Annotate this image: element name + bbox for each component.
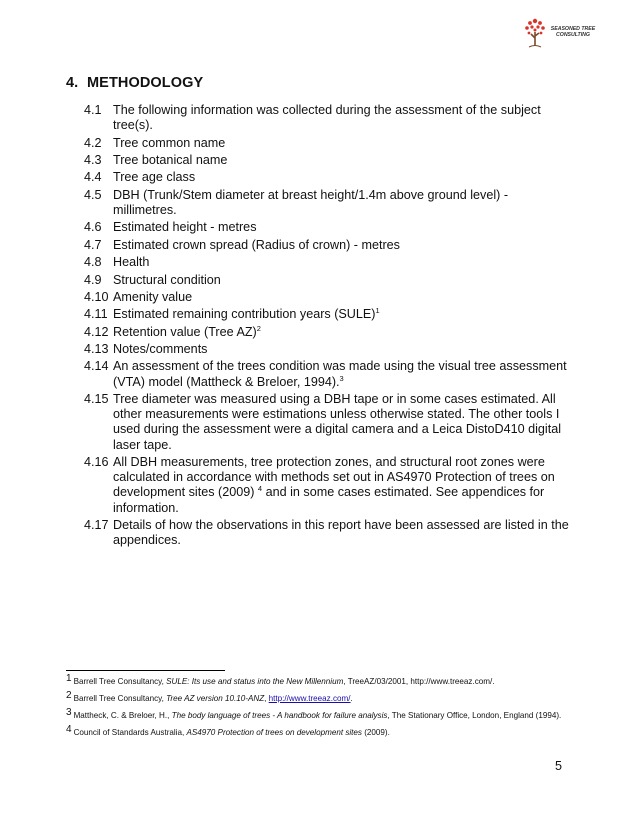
- list-item: [84, 342, 574, 357]
- logo-line-2: CONSULTING: [556, 32, 590, 38]
- footnote-mark: 3: [66, 707, 72, 718]
- item-text: An assessment of the trees condition was made using the visual tree assessment (VTA) model (Mattheck & Breloer, 1994).: [113, 359, 567, 389]
- item-number: 4.16: [84, 455, 109, 470]
- item-text: Tree diameter was measured using a DBH tape or in some cases estimated. All other measurements were estimations unless otherwise stated. The other tools I used during the assessment were a digital camera and a Leica DistoD410 digital laser tape.: [113, 392, 562, 452]
- page-number: 5: [555, 759, 563, 773]
- list-item: [84, 188, 574, 218]
- item-number: 4.1: [84, 103, 102, 117]
- list-item: [84, 359, 574, 389]
- item-number: 4.8: [84, 255, 102, 270]
- item-text: Health: [113, 255, 150, 270]
- section-title: METHODOLOGY: [87, 75, 204, 91]
- item-text: Details of how the observations in this report have been assessed are listed in the appendices.: [113, 518, 569, 548]
- item-text: Tree age class: [113, 170, 196, 185]
- list-item: [84, 238, 574, 253]
- item-number: 4.6: [84, 220, 102, 235]
- list-item: [84, 170, 574, 185]
- item-text: Retention value (Tree AZ): [113, 324, 257, 339]
- footnote-text: Barrell Tree Consultancy,: [73, 677, 167, 686]
- list-item: [84, 518, 574, 548]
- item-number: 4.5: [84, 187, 102, 202]
- list-item: [84, 392, 574, 453]
- footnote: [66, 690, 576, 704]
- item-number: 4.3: [84, 152, 102, 167]
- company-logo: [523, 16, 603, 50]
- item-text-continued: and in some cases estimated. See appendices for information.: [113, 485, 545, 515]
- item-number: 4.15: [84, 392, 109, 407]
- item-number: 4.14: [84, 359, 109, 374]
- item-number: 4.10: [84, 289, 109, 304]
- list-item: [84, 290, 574, 305]
- tree-logo-icon: [523, 16, 547, 50]
- footnote-mark: 2: [66, 690, 72, 701]
- footnote: [66, 724, 576, 738]
- footnote-text: Council of Standards Australia,: [73, 728, 187, 737]
- item-text: All DBH measurements, tree protection zones, and structural root zones were calculated in accordance with methods set out in AS4970 Protection of trees on development sites (2009): [113, 455, 555, 500]
- footnote-text: , TreeAZ/03/2001, http://www.treeaz.com/.: [343, 677, 495, 686]
- list-item: [84, 325, 574, 340]
- item-text: Estimated crown spread (Radius of crown) - metres: [113, 237, 400, 252]
- section-number: 4.: [66, 75, 79, 91]
- list-item: [84, 455, 574, 516]
- list-item: [84, 255, 574, 270]
- item-text: Tree common name: [113, 135, 226, 150]
- item-text: Structural condition: [113, 272, 221, 287]
- item-text: Tree botanical name: [113, 152, 228, 167]
- list-item: [84, 273, 574, 288]
- item-number: 4.12: [84, 324, 109, 339]
- footnote-text: .: [350, 694, 353, 703]
- list-item: [84, 136, 574, 151]
- footnote-title: AS4970 Protection of trees on development sites: [186, 728, 362, 737]
- footnote-title: SULE: Its use and status into the New Millennium: [166, 677, 344, 686]
- footnote-ref: 2: [256, 323, 261, 333]
- item-text: The following information was collected during the assessment of the subject tree(s).: [113, 103, 541, 133]
- item-text: Amenity value: [113, 289, 193, 304]
- footnote-mark: 1: [66, 673, 72, 684]
- footnote-divider: [66, 670, 225, 671]
- section-heading: [66, 75, 203, 91]
- footnote: [66, 673, 576, 687]
- item-number: 4.7: [84, 237, 102, 252]
- logo-line-1: SEASONED TREE: [550, 26, 596, 32]
- item-number: 4.2: [84, 135, 102, 150]
- item-number: 4.4: [84, 170, 102, 185]
- item-text: Estimated remaining contribution years (SULE): [113, 307, 376, 322]
- footnote-text: (2009).: [361, 728, 390, 737]
- list-item: [84, 307, 574, 322]
- logo-text: [545, 26, 601, 38]
- item-number: 4.9: [84, 272, 102, 287]
- list-item: [84, 153, 574, 168]
- footnote-ref: 1: [375, 306, 380, 316]
- methodology-list: [84, 103, 574, 551]
- list-item: [84, 220, 574, 235]
- item-number: 4.17: [84, 518, 109, 533]
- footnotes: [66, 673, 576, 744]
- footnote-text: , The Stationary Office, London, England (1994).: [387, 711, 562, 720]
- footnote-link[interactable]: http://www.treeaz.com/: [268, 694, 351, 703]
- list-item: [84, 103, 574, 133]
- footnote-mark: 4: [66, 724, 72, 735]
- item-number: 4.11: [84, 307, 108, 322]
- footnote-text: Barrell Tree Consultancy,: [73, 694, 167, 703]
- item-text: Estimated height - metres: [113, 220, 257, 235]
- footnote-title: The body language of trees - A handbook for failure analysis: [171, 711, 388, 720]
- footnote-text: Mattheck, C. & Breloer, H.,: [73, 711, 172, 720]
- item-text: Notes/comments: [113, 342, 208, 357]
- item-number: 4.13: [84, 342, 109, 357]
- footnote-text: ,: [264, 694, 269, 703]
- footnote: [66, 707, 576, 721]
- footnote-ref: 4: [257, 484, 263, 494]
- footnote-ref: 3: [339, 373, 344, 383]
- item-text: DBH (Trunk/Stem diameter at breast height/1.4m above ground level) - millimetres.: [113, 187, 509, 217]
- footnote-title: Tree AZ version 10.10-ANZ: [166, 694, 265, 703]
